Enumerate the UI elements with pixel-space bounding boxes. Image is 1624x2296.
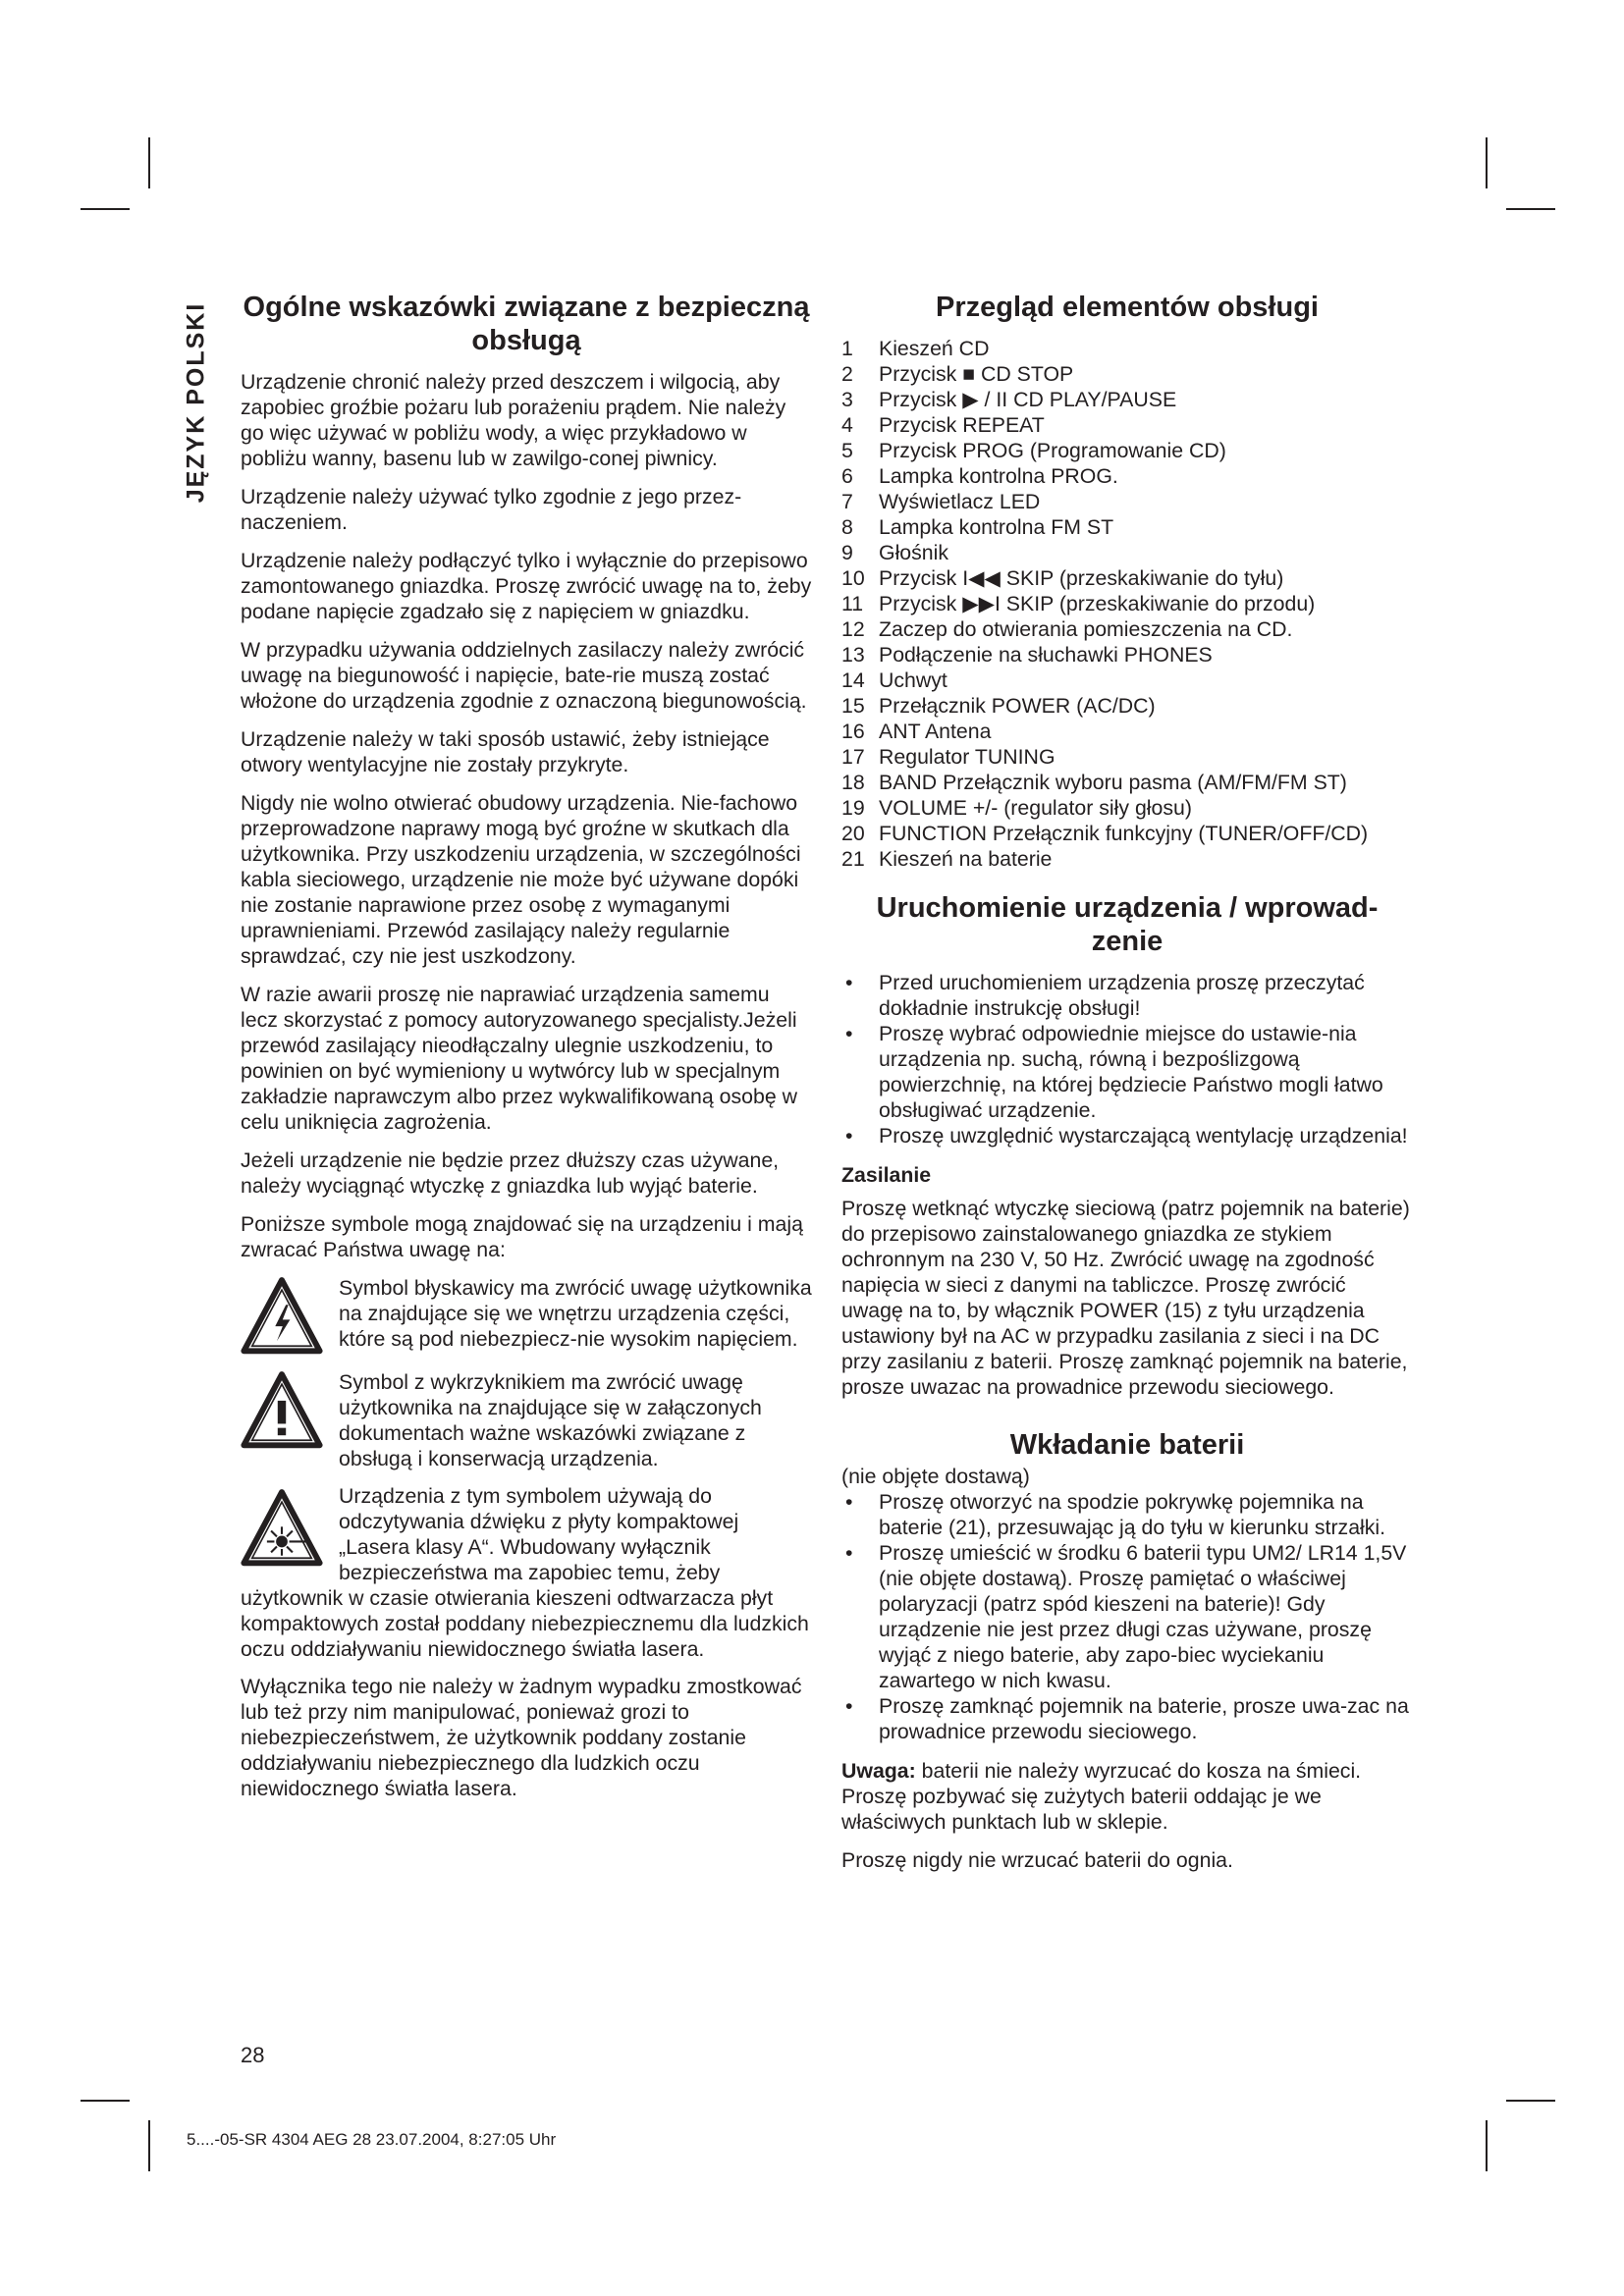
- item-text: Proszę umieścić w środku 6 baterii typu UM2/ LR14 1,5V (nie objęte dostawą). Proszę pamiętać o właściwej polaryzacji (patrz spód kieszeni na baterie)! Gdy urządzenie nie jest przez długi czas używane, proszę wyjąć z niego baterie, aby zapo-biec wyciekaniu zawartego w nich kwasu.: [879, 1541, 1407, 1692]
- item-text: Proszę zamknąć pojemnik na baterie, prosze uwa-zac na prowadnice przewodu sieciowego.: [879, 1694, 1409, 1743]
- list-item: [841, 540, 1413, 565]
- crop-mark-top-right-v: [1486, 137, 1488, 188]
- list-item: [841, 667, 1413, 693]
- item-text: ANT Antena: [879, 720, 992, 743]
- item-number: 18: [841, 771, 865, 794]
- list-item: [841, 591, 1413, 616]
- batteries-list: [841, 1489, 1413, 1744]
- startup-title: Uruchomienie urządzenia / wprowad-zenie: [876, 892, 1379, 957]
- item-text: Przycisk REPEAT: [879, 413, 1045, 437]
- list-item: [841, 795, 1413, 821]
- item-text: Przed uruchomieniem urządzenia proszę przeczytać dokładnie instrukcję obsługi!: [879, 971, 1365, 1020]
- list-item: [841, 1693, 1413, 1744]
- item-number: 14: [841, 668, 865, 692]
- list-item: [841, 642, 1413, 667]
- laser-warning-icon: [241, 1487, 323, 1570]
- power-heading: Zasilanie: [841, 1163, 932, 1187]
- crop-mark-bottom-right-h: [1506, 2100, 1555, 2102]
- safety-paragraph: Urządzenie należy w taki sposób ustawić, żeby istniejące otwory wentylacyjne nie zostały przykryte.: [241, 727, 770, 776]
- item-number: 10: [841, 566, 865, 590]
- list-item: [841, 1123, 1413, 1148]
- list-item: [841, 744, 1413, 770]
- item-text: Regulator TUNING: [879, 745, 1056, 769]
- list-item: [841, 616, 1413, 642]
- item-text: Wyświetlacz LED: [879, 490, 1041, 513]
- list-item: [841, 693, 1413, 719]
- list-item: [841, 970, 1413, 1021]
- item-text: Podłączenie na słuchawki PHONES: [879, 643, 1213, 667]
- item-number: 3: [841, 388, 853, 411]
- list-item: [841, 719, 1413, 744]
- item-text: BAND Przełącznik wyboru pasma (AM/FM/FM ST): [879, 771, 1347, 794]
- item-number: 15: [841, 694, 865, 718]
- list-item: [841, 361, 1413, 387]
- item-number: 17: [841, 745, 865, 769]
- bullet: •: [845, 971, 853, 994]
- item-text: Głośnik: [879, 541, 949, 564]
- item-text: Przycisk I◀◀ SKIP (przeskakiwanie do tyłu): [879, 566, 1284, 590]
- item-number: 20: [841, 822, 865, 845]
- batteries-title: Wkładanie baterii: [1009, 1429, 1245, 1461]
- exclamation-warning-icon: [241, 1369, 323, 1452]
- item-text: Proszę wybrać odpowiednie miejsce do ustawie-nia urządzenia np. suchą, równą i bezpoślizgową powierzchnię, na której będziecie Państwo mogli łatwo obsługiwać urządzenie.: [879, 1022, 1383, 1122]
- crop-mark-bottom-right-v: [1486, 2120, 1488, 2171]
- item-text: VOLUME +/- (regulator siły głosu): [879, 796, 1192, 820]
- safety-paragraph: W przypadku używania oddzielnych zasilaczy należy zwrócić uwagę na biegunowość i napięcie, bate-rie muszą zostać włożone do urządzenia zgodnie z oznaczoną biegunowością.: [241, 638, 807, 713]
- crop-mark-top-left-h: [81, 208, 130, 210]
- safety-title: Ogólne wskazówki związane z bezpieczną obsługą: [243, 292, 810, 356]
- item-number: 21: [841, 847, 865, 871]
- item-text: Uchwyt: [879, 668, 947, 692]
- safety-paragraph: Urządzenie należy używać tylko zgodnie z jego przez-naczeniem.: [241, 485, 742, 534]
- item-text: Przycisk ■ CD STOP: [879, 362, 1074, 386]
- list-item: [841, 387, 1413, 412]
- list-item: [841, 1021, 1413, 1123]
- item-text: Przełącznik POWER (AC/DC): [879, 694, 1156, 718]
- symbol-laser-text: Urządzenia z tym symbolem używają do odczytywania dźwięku z płyty kompaktowej „Lasera klasy A“. Wbudowany wyłącznik bezpieczeństwa ma zapobiec temu, żeby użytkownik w czasie otwierania kieszeni odtwarzacza płyt kompaktowych został poddany niebezpiecznemu dla ludzkich oczu oddziaływaniu niewidocznego światła lasera.: [241, 1484, 809, 1661]
- item-number: 12: [841, 617, 865, 641]
- item-text: Proszę otworzyć na spodzie pokrywkę pojemnika na baterie (21), przesuwając ją do tyłu w kierunku strzałki.: [879, 1490, 1386, 1539]
- section-spacer: [841, 1413, 1413, 1428]
- list-item: [841, 514, 1413, 540]
- batteries-subtitle: (nie objęte dostawą): [841, 1465, 1030, 1488]
- crop-mark-bottom-left-h: [81, 2100, 130, 2102]
- item-number: 13: [841, 643, 865, 667]
- item-text: Przycisk ▶▶I SKIP (przeskakiwanie do przodu): [879, 592, 1316, 615]
- crop-mark-top-right-h: [1506, 208, 1555, 210]
- list-item: [841, 438, 1413, 463]
- language-side-label: [165, 280, 228, 525]
- bullet: •: [845, 1022, 853, 1045]
- power-paragraph: Proszę wetknąć wtyczkę sieciową (patrz pojemnik na baterie) do przepisowo zainstalowanego gniazdka ze stykiem ochronnym na 230 V, 50 Hz. Zwrócić uwagę na zgodność napięcia w sieci z danymi na tabliczce. Proszę zwrócić uwagę na to, by włącznik POWER (15) z tyłu urządzenia ustawiony był na AC w przypadku zasilania z sieci i na DC przy zasilaniu z baterii. Proszę zamknąć pojemnik na baterie, prosze uwazac na prowadnice przewodu sieciowego.: [841, 1197, 1410, 1399]
- bullet: •: [845, 1541, 853, 1565]
- safety-paragraph: Jeżeli urządzenie nie będzie przez dłuższy czas używane, należy wyciągnąć wtyczkę z gniazdka lub wyjąć baterie.: [241, 1148, 780, 1198]
- battery-note-text: baterii nie należy wyrzucać do kosza na śmieci. Proszę pozbywać się zużytych baterii oddając je we właściwych punktach lub w sklepie.: [841, 1759, 1362, 1834]
- item-number: 6: [841, 464, 853, 488]
- battery-note: [841, 1758, 1413, 1835]
- controls-column: [841, 291, 1413, 1886]
- symbol-laser-block: [241, 1483, 812, 1662]
- item-number: 19: [841, 796, 865, 820]
- item-number: 5: [841, 439, 853, 462]
- bullet: •: [845, 1694, 853, 1718]
- item-number: 2: [841, 362, 853, 386]
- item-text: FUNCTION Przełącznik funkcyjny (TUNER/OFF/CD): [879, 822, 1369, 845]
- item-number: 8: [841, 515, 853, 539]
- bullet: •: [845, 1490, 853, 1514]
- bullet: •: [845, 1124, 853, 1148]
- item-text: Kieszeń CD: [879, 337, 990, 360]
- list-item: [841, 463, 1413, 489]
- safety-paragraph: Nigdy nie wolno otwierać obudowy urządzenia. Nie-fachowo przeprowadzone naprawy mogą być groźne w skutkach dla użytkownika. Przy uszkodzeniu urządzenia, w szczególności kabla sieciowego, urządzenie nie może być używane dopóki nie zostanie naprawione przez osobę z wymaganymi uprawnieniami. Przewód zasilający należy regularnie sprawdzać, czy nie jest uszkodzony.: [241, 791, 801, 968]
- language-side-label-text: JĘZYK POLSKI: [182, 301, 210, 504]
- page-number: 28: [241, 2043, 265, 2067]
- safety-paragraph: Poniższe symbole mogą znajdować się na urządzeniu i mają zwracać Państwa uwagę na:: [241, 1212, 803, 1261]
- item-text: Lampka kontrolna FM ST: [879, 515, 1114, 539]
- list-item: [841, 1489, 1413, 1540]
- item-text: Proszę uwzględnić wystarczającą wentylację urządzenia!: [879, 1124, 1408, 1148]
- safety-paragraph: W razie awarii proszę nie naprawiać urządzenia samemu lecz skorzystać z pomocy autoryzowanego specjalisty.Jeżeli przewód zasilający nieodłączalny ulegnie uszkodzeniu, to powinien on być wymieniony u wytwórcy lub w specjalnym zakładzie naprawczym albo przez wykwalifikowaną osobę w celu uniknięcia zagrożenia.: [241, 983, 797, 1134]
- print-footer: 5....-05-SR 4304 AEG 28 23.07.2004, 8:27:05 Uhr: [187, 2130, 557, 2149]
- item-number: 9: [841, 541, 853, 564]
- item-text: Przycisk ▶ / II CD PLAY/PAUSE: [879, 388, 1177, 411]
- item-number: 1: [841, 337, 853, 360]
- item-number: 4: [841, 413, 853, 437]
- crop-mark-top-left-v: [148, 137, 150, 188]
- list-item: [841, 770, 1413, 795]
- list-item: [841, 1540, 1413, 1693]
- startup-list: [841, 970, 1413, 1148]
- item-text: Lampka kontrolna PROG.: [879, 464, 1118, 488]
- symbol-exclamation-text: Symbol z wykrzyknikiem ma zwrócić uwagę użytkownika na znajdujące się w załączonych dokumentach ważne wskazówki związane z obsługą i konserwacją urządzenia.: [339, 1370, 762, 1470]
- item-number: 11: [841, 592, 864, 615]
- item-text: Zaczep do otwierania pomieszczenia na CD.: [879, 617, 1293, 641]
- list-item: [841, 489, 1413, 514]
- symbol-exclamation-block: [241, 1369, 812, 1471]
- safety-paragraph: Urządzenie chronić należy przed deszczem i wilgocią, aby zapobiec groźbie pożaru lub porażeniu prądem. Nie należy go więc używać w pobliżu wody, a więc przykładowo w pobliżu wanny, basenu lub w zawilgo-conej piwnicy.: [241, 370, 786, 470]
- crop-mark-bottom-left-v: [148, 2120, 150, 2171]
- lightning-warning-icon: [241, 1275, 323, 1358]
- battery-note-label: Uwaga:: [841, 1759, 916, 1783]
- battery-fire-warning: Proszę nigdy nie wrzucać baterii do ognia.: [841, 1848, 1233, 1872]
- controls-list: [841, 336, 1413, 872]
- list-item: [841, 336, 1413, 361]
- list-item: [841, 821, 1413, 846]
- list-item: [841, 846, 1413, 872]
- symbol-lightning-block: [241, 1275, 812, 1358]
- item-number: 7: [841, 490, 853, 513]
- laser-closing-paragraph: Wyłącznika tego nie należy w żadnym wypadku zmostkować lub też przy nim manipulować, ponieważ grozi to niebezpieczeństwem, że użytkownik poddany zostanie oddziaływaniu niebezpiecznego dla ludzkich oczu niewidocznego światła lasera.: [241, 1675, 802, 1800]
- list-item: [841, 565, 1413, 591]
- item-text: Przycisk PROG (Programowanie CD): [879, 439, 1226, 462]
- item-number: 16: [841, 720, 865, 743]
- safety-paragraph: Urządzenie należy podłączyć tylko i wyłącznie do przepisowo zamontowanego gniazdka. Proszę zwrócić uwagę na to, żeby podane napięcie zgadzało się z napięciem w gniazdku.: [241, 549, 812, 623]
- controls-title: Przegląd elementów obsługi: [936, 292, 1319, 323]
- item-text: Kieszeń na baterie: [879, 847, 1053, 871]
- safety-column: [241, 291, 812, 1814]
- symbol-lightning-text: Symbol błyskawicy ma zwrócić uwagę użytkownika na znajdujące się we wnętrzu urządzenia części, które są pod niebezpiecz-nie wysokim napięciem.: [339, 1276, 812, 1351]
- list-item: [841, 412, 1413, 438]
